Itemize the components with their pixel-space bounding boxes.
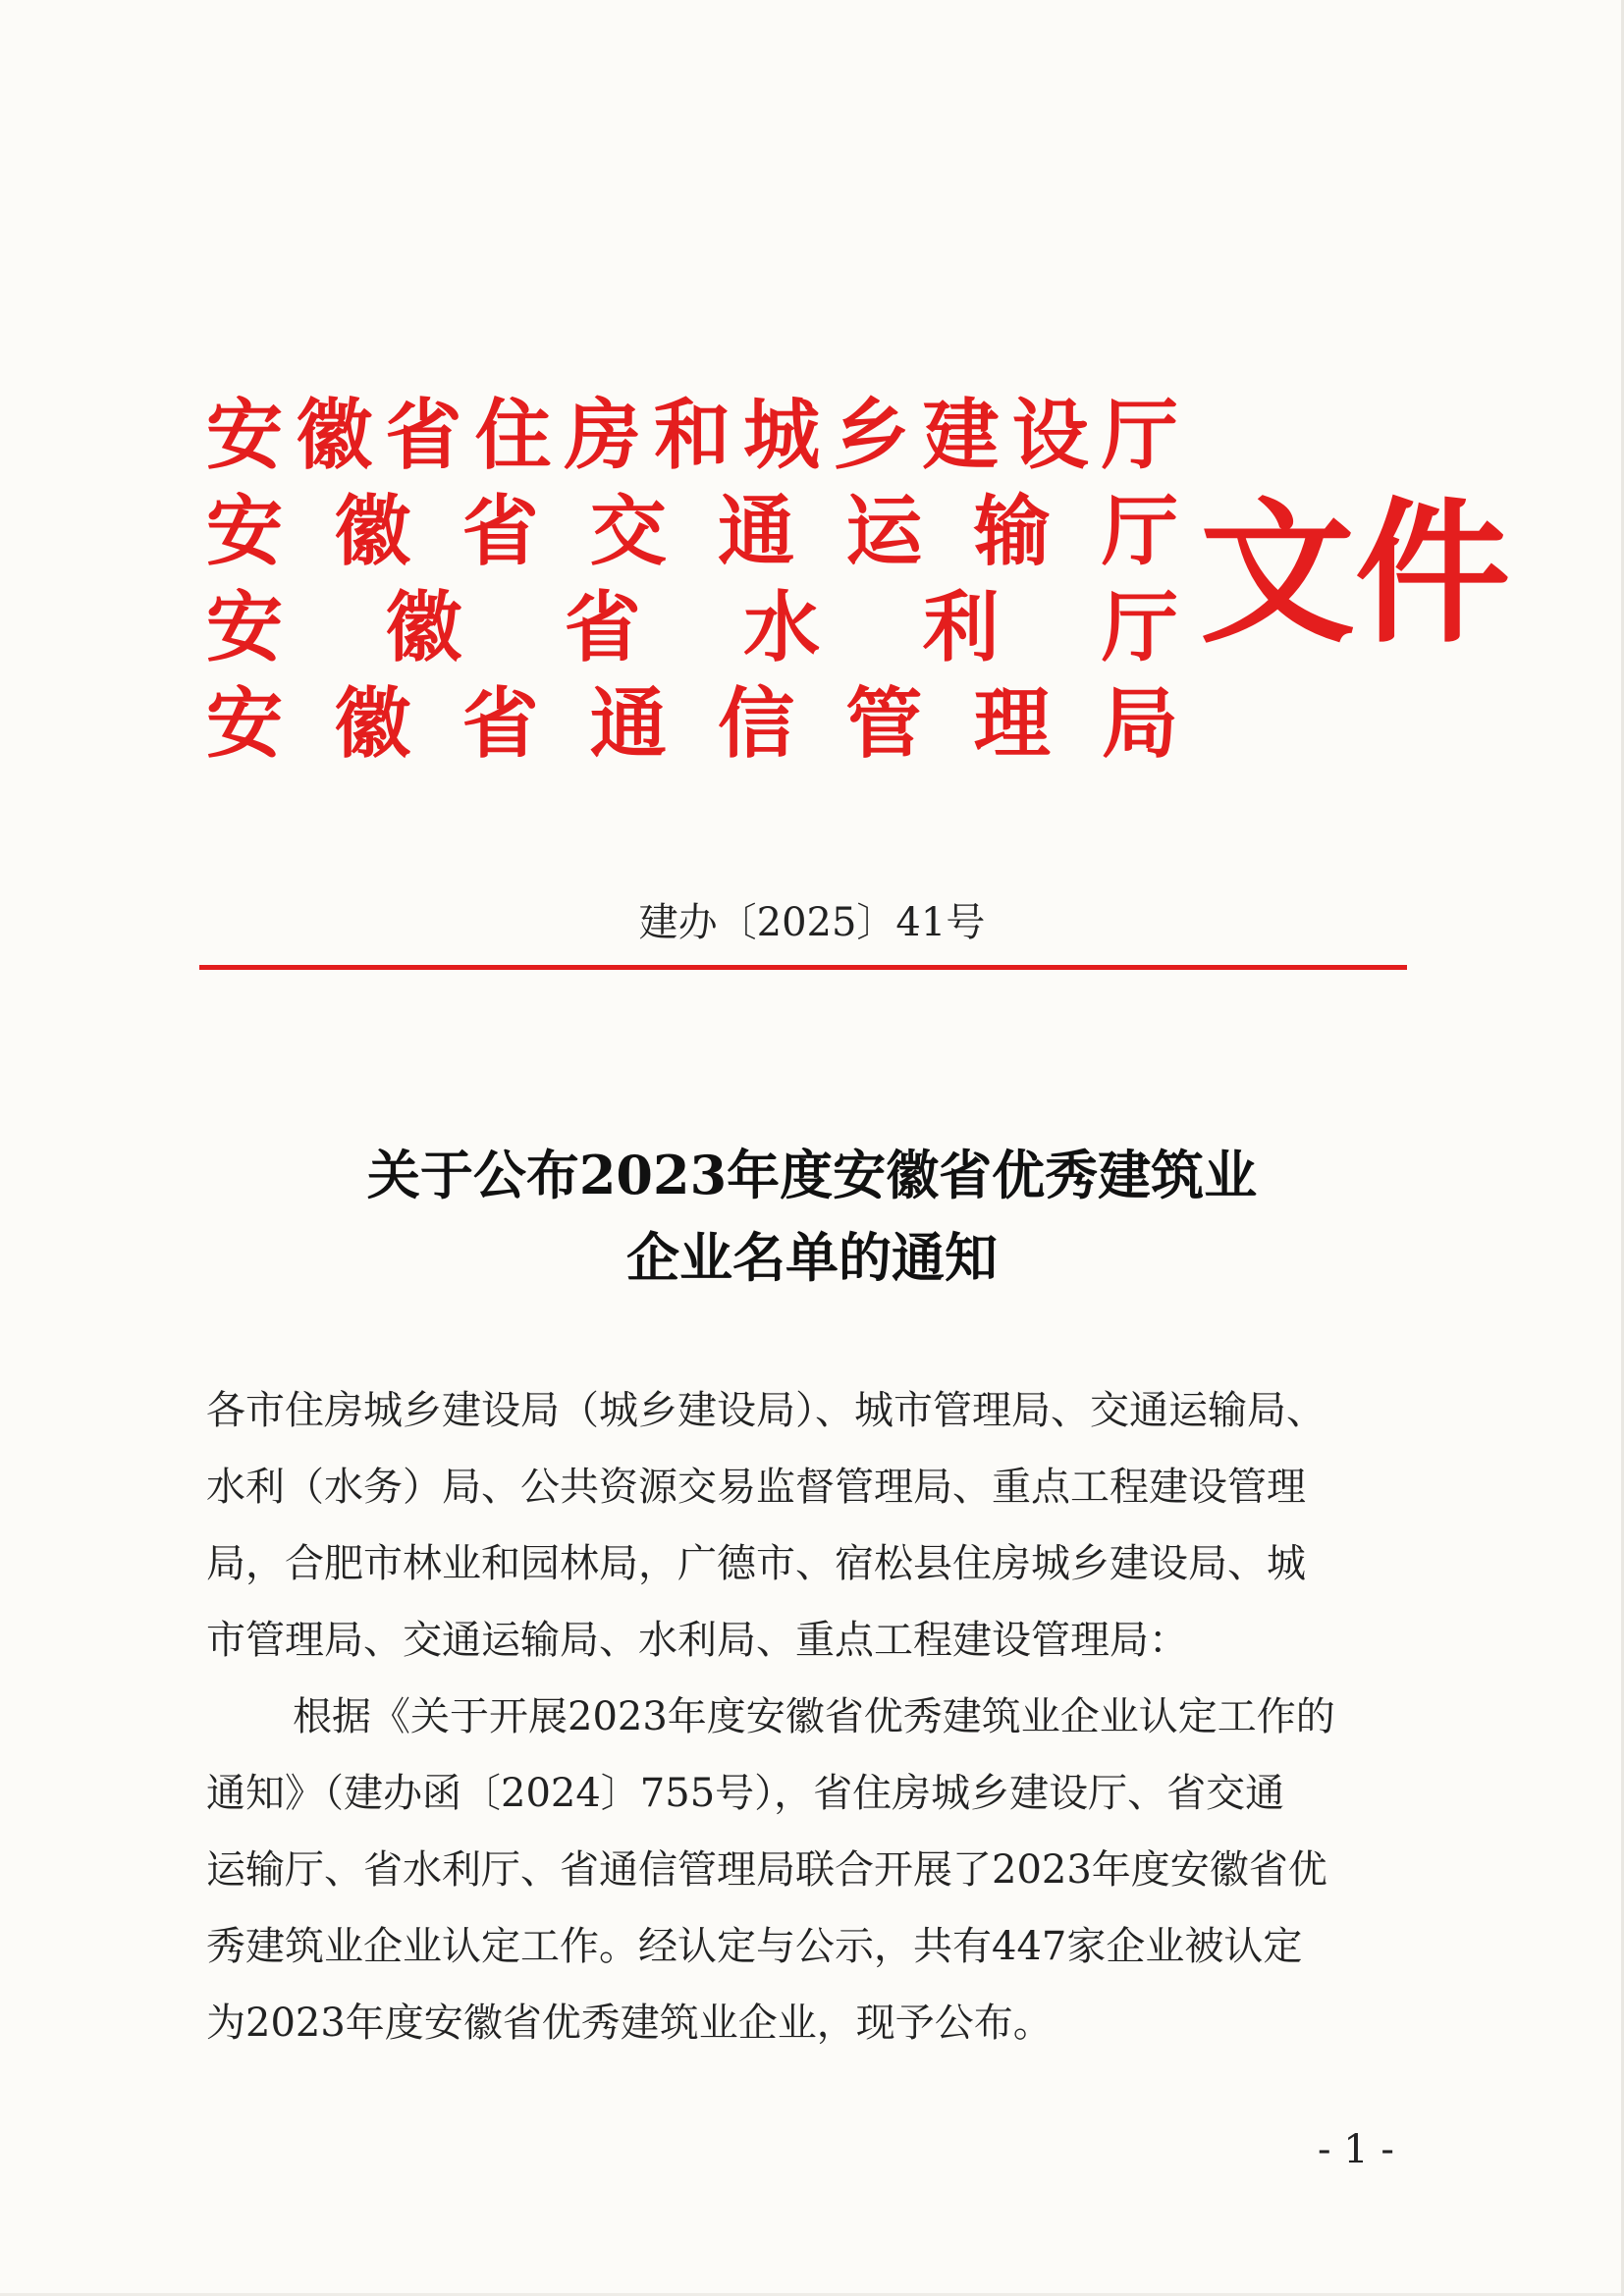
document-title xyxy=(0,1134,1624,1299)
issuing-agencies xyxy=(206,388,1178,773)
issuer-char: 通 xyxy=(718,487,795,576)
paragraph-line: 为2023年度安徽省优秀建筑业企业，现予公布。 xyxy=(206,2001,1053,2046)
issuer-char: 乡 xyxy=(833,391,910,480)
title-line: 关于公布2023年度安徽省优秀建筑业 xyxy=(366,1144,1258,1206)
paragraph-line: 秀建筑业企业认定工作。经认定与公示，共有447家企业被认定 xyxy=(206,1924,1303,1969)
document-mark: 文件 xyxy=(1200,483,1510,665)
issuer-char: 交 xyxy=(589,487,667,576)
addressee-line: 各市住房城乡建设局（城乡建设局）、城市管理局、交通运输局、 xyxy=(206,1388,1326,1433)
issuer-char: 厅 xyxy=(1101,391,1178,480)
title-line: 企业名单的通知 xyxy=(626,1226,998,1289)
issuer-char: 房 xyxy=(564,391,641,480)
paragraph-line: 运输厅、省水利厅、省通信管理局联合开展了2023年度安徽省优 xyxy=(206,1847,1327,1893)
issuer-char: 建 xyxy=(922,391,1000,480)
addressee-line: 市管理局、交通运输局、水利局、重点工程建设管理局： xyxy=(206,1618,1188,1663)
paragraph-line: 通知》（建办函〔2024〕755号），省住房城乡建设厅、省交通 xyxy=(206,1771,1285,1816)
page-number: - 1 - xyxy=(1318,2127,1394,2172)
issuer-line xyxy=(206,484,1178,580)
issuer-char: 理 xyxy=(973,679,1051,769)
issuer-line xyxy=(206,388,1178,484)
paragraph-line: 根据《关于开展2023年度安徽省优秀建筑业企业认定工作的 xyxy=(293,1694,1335,1739)
issuer-char: 局 xyxy=(1101,679,1178,769)
issuer-char: 厅 xyxy=(1101,583,1178,672)
issuer-char: 厅 xyxy=(1101,487,1178,576)
issuer-char: 运 xyxy=(845,487,923,576)
issuer-char: 安 xyxy=(206,487,284,576)
issuer-char: 安 xyxy=(206,583,284,672)
issuer-char: 利 xyxy=(922,583,1000,672)
issuer-char: 安 xyxy=(206,391,284,480)
issuer-char: 和 xyxy=(653,391,731,480)
issuer-char: 徽 xyxy=(296,391,373,480)
issuer-char: 徽 xyxy=(385,583,462,672)
issuer-char: 城 xyxy=(743,391,821,480)
addressee-line: 水利（水务）局、公共资源交易监督管理局、重点工程建设管理 xyxy=(206,1465,1306,1510)
issuer-char: 省 xyxy=(564,583,641,672)
issuer-char: 省 xyxy=(461,487,539,576)
issuer-char: 省 xyxy=(461,679,539,769)
issuer-char: 安 xyxy=(206,679,284,769)
issuer-char: 徽 xyxy=(334,679,411,769)
red-divider xyxy=(199,965,1407,970)
issuer-char: 水 xyxy=(743,583,821,672)
issuer-line xyxy=(206,676,1178,773)
issuer-char: 输 xyxy=(973,487,1051,576)
issuer-char: 省 xyxy=(385,391,462,480)
addressee-line: 局，合肥市林业和园林局，广德市、宿松县住房城乡建设局、城 xyxy=(206,1541,1306,1586)
document-body xyxy=(206,1372,1416,2061)
document-number: 建办〔2025〕41号 xyxy=(638,900,986,945)
issuer-line xyxy=(206,580,1178,676)
issuer-char: 信 xyxy=(718,679,795,769)
issuer-char: 设 xyxy=(1011,391,1089,480)
issuer-char: 徽 xyxy=(334,487,411,576)
issuer-char: 住 xyxy=(474,391,552,480)
issuer-char: 通 xyxy=(589,679,667,769)
issuer-char: 管 xyxy=(845,679,923,769)
